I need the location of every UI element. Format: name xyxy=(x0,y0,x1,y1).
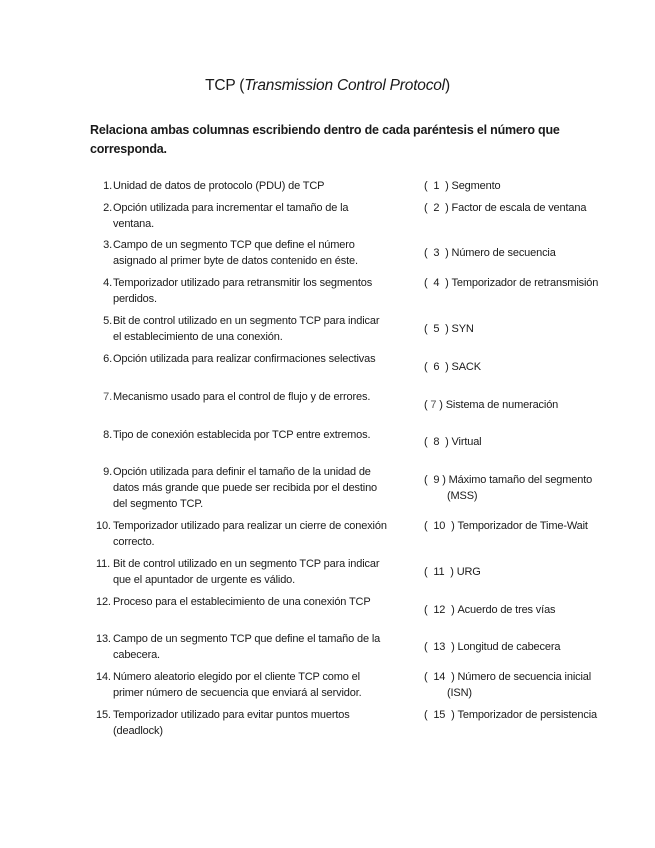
answer-text: Número de secuencia xyxy=(451,247,556,259)
answer-option: ( 1 ) Segmento xyxy=(424,180,501,192)
question-text: Campo de un segmento TCP que define el número asignado al primer byte de datos contenido en éste. xyxy=(113,239,358,267)
question-text: Opción utilizada para incrementar el tamaño de la ventana. xyxy=(113,202,349,230)
instruction-text: Relaciona ambas columnas escribiendo dentro de cada paréntesis el número que corresponda. xyxy=(90,123,560,156)
item-number: 12. xyxy=(96,596,111,608)
answer-text: SYN xyxy=(451,323,474,335)
answer-text: Longitud de cabecera xyxy=(457,641,561,653)
answer-text: Temporizador de persistencia xyxy=(457,709,597,721)
question-text: Temporizador utilizado para retransmitir los segmentos perdidos. xyxy=(113,277,373,305)
answer-text: Virtual xyxy=(451,436,482,448)
question-text: Número aleatorio elegido por el cliente TCP como el primer número de secuencia que enviará al servidor. xyxy=(113,671,362,699)
item-number: 1. xyxy=(103,180,112,192)
answer-option: ( 3 ) Número de secuencia xyxy=(424,247,556,259)
item-number: 15. xyxy=(96,709,111,721)
item-number: 11. xyxy=(96,558,111,570)
answer-option: ( 2 ) Factor de escala de ventana xyxy=(424,202,587,214)
answer-option: ( 12 ) Acuerdo de tres vías xyxy=(424,604,556,616)
answer-number: 13 xyxy=(433,641,446,653)
answer-number: 6 xyxy=(433,361,440,373)
answer-option: ( 8 ) Virtual xyxy=(424,436,482,448)
answer-text: Acuerdo de tres vías xyxy=(457,604,556,616)
item-number: 14. xyxy=(96,671,111,683)
answer-option: ( 10 ) Temporizador de Time-Wait xyxy=(424,520,588,532)
answer-number: 4 xyxy=(433,277,440,289)
answer-text: Número de secuencia inicial (ISN) xyxy=(447,671,592,699)
item-number: 10. xyxy=(96,520,111,532)
answer-number: 12 xyxy=(433,604,446,616)
answer-option: ( 13 ) Longitud de cabecera xyxy=(424,641,561,653)
answer-text: SACK xyxy=(451,361,481,373)
answer-option: ( 7 ) Sistema de numeración xyxy=(424,399,559,411)
answer-text: Temporizador de retransmisión xyxy=(451,277,599,289)
question-text: Temporizador utilizado para evitar puntos muertos (deadlock) xyxy=(113,709,350,737)
answer-text: Factor de escala de ventana xyxy=(451,202,587,214)
title-suffix: ) xyxy=(444,77,450,94)
question-text: Opción utilizada para realizar confirmaciones selectivas xyxy=(113,353,376,365)
title-prefix: TCP ( xyxy=(205,77,245,94)
title-italic: Transmission Control Protocol xyxy=(244,77,445,94)
answer-option: ( 15 ) Temporizador de persistencia xyxy=(424,709,597,721)
answer-number: 14 xyxy=(433,671,446,683)
item-number: 2. xyxy=(103,202,112,214)
item-number: 4. xyxy=(103,277,112,289)
answer-text: Segmento xyxy=(451,180,501,192)
answer-number: 3 xyxy=(433,247,440,259)
answer-number: 15 xyxy=(433,709,446,721)
answer-number: 1 xyxy=(433,180,440,192)
answer-option: ( 4 ) Temporizador de retransmisión xyxy=(424,277,599,289)
item-number: 7. xyxy=(103,391,112,403)
answer-text: Máximo tamaño del segmento (MSS) xyxy=(447,474,593,502)
question-text: Opción utilizada para definir el tamaño de la unidad de datos más grande que puede ser recibida por el destino del segmento TCP. xyxy=(113,466,378,510)
question-text: Tipo de conexión establecida por TCP entre extremos. xyxy=(113,429,371,441)
answer-text: Temporizador de Time-Wait xyxy=(457,520,588,532)
answer-number: 2 xyxy=(433,202,440,214)
item-number: 8. xyxy=(103,429,112,441)
answer-option: ( 9 ) Máximo tamaño del segmento (MSS) xyxy=(424,474,593,502)
question-text: Bit de control utilizado en un segmento TCP para indicar el establecimiento de una conexión. xyxy=(113,315,380,343)
answer-number: 9 xyxy=(433,474,440,486)
answer-number: 10 xyxy=(433,520,446,532)
item-number: 5. xyxy=(103,315,112,327)
question-text: Proceso para el establecimiento de una conexión TCP xyxy=(113,596,371,608)
question-text: Temporizador utilizado para realizar un cierre de conexión correcto. xyxy=(113,520,387,548)
question-text: Unidad de datos de protocolo (PDU) de TCP xyxy=(113,180,325,192)
question-text: Mecanismo usado para el control de flujo y de errores. xyxy=(113,391,371,403)
question-text: Bit de control utilizado en un segmento TCP para indicar que el apuntador de urgente es válido. xyxy=(113,558,380,586)
item-number: 9. xyxy=(103,466,112,478)
page-title xyxy=(0,77,655,95)
answer-number: 5 xyxy=(433,323,440,335)
answer-text: URG xyxy=(456,566,481,578)
question-text: Campo de un segmento TCP que define el tamaño de la cabecera. xyxy=(113,633,381,661)
answer-number: 8 xyxy=(433,436,440,448)
answer-text: Sistema de numeración xyxy=(445,399,559,411)
answer-option: ( 6 ) SACK xyxy=(424,361,481,373)
answer-option: ( 14 ) Número de secuencia inicial (ISN) xyxy=(424,671,592,699)
answer-number: 7 xyxy=(430,399,437,411)
item-number: 6. xyxy=(103,353,112,365)
answer-number: 11 xyxy=(433,566,445,578)
item-number: 13. xyxy=(96,633,111,645)
item-number: 3. xyxy=(103,239,112,251)
answer-option: ( 11 ) URG xyxy=(424,566,481,578)
answer-option: ( 5 ) SYN xyxy=(424,323,474,335)
